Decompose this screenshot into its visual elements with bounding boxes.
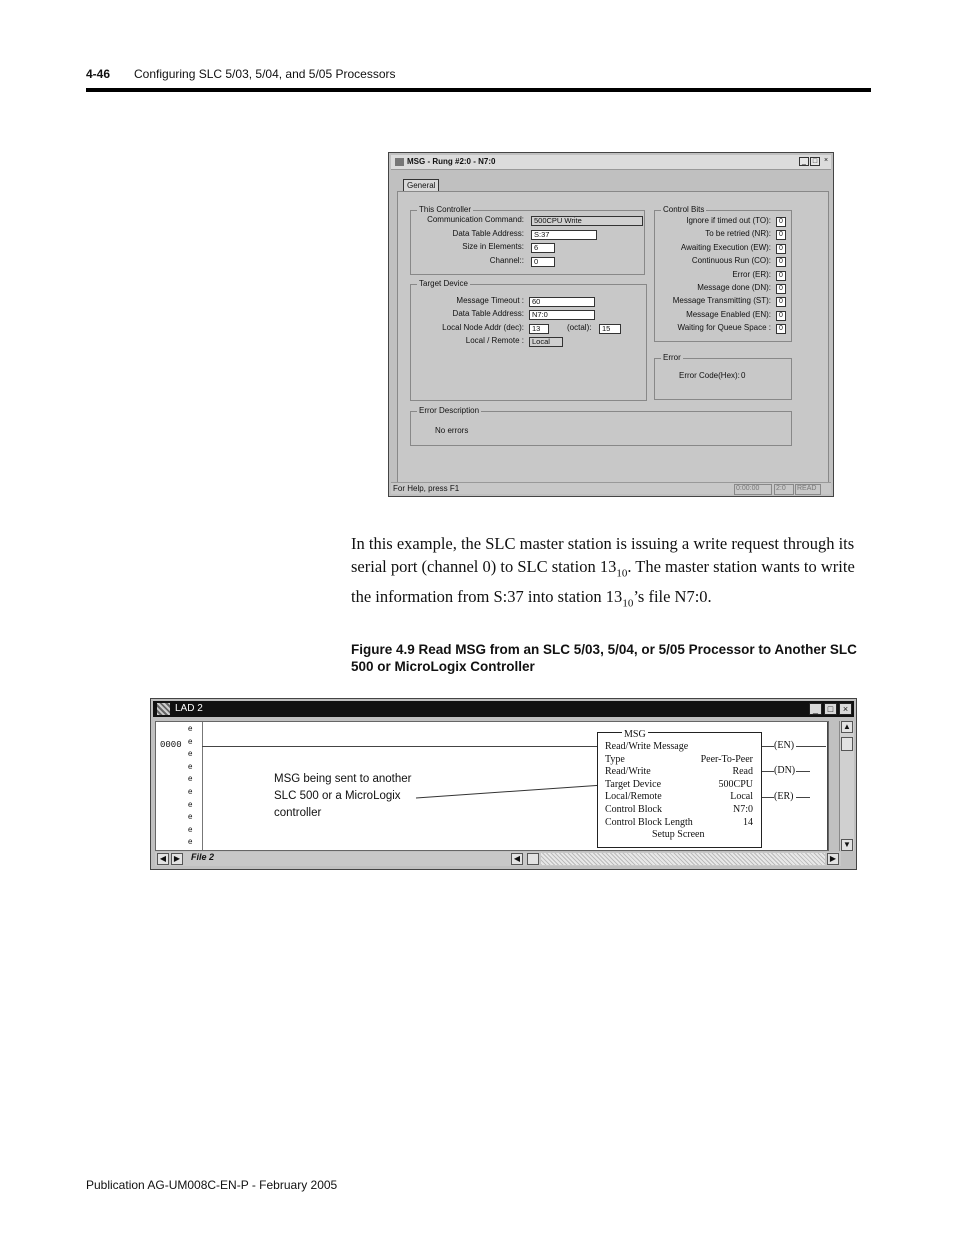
- field-label: Message Timeout :: [456, 296, 524, 305]
- subscript-1: 10: [616, 567, 628, 580]
- row-marker: e: [188, 761, 193, 771]
- field-label: Channel::: [489, 256, 524, 265]
- body-text-2: . The master station wants to write the information from S:37 into station 13: [351, 557, 855, 607]
- row-marker: e: [188, 824, 193, 834]
- row-marker: e: [188, 749, 193, 759]
- group-label: Error Description: [419, 406, 480, 415]
- control-bit-label: Awaiting Execution (EW):: [680, 242, 771, 252]
- minimize-icon[interactable]: _: [799, 157, 809, 166]
- callout-text: MSG being sent to another SLC 500 or a MicroLogix controller: [274, 773, 412, 819]
- body-text-3: ’s file N7:0.: [633, 587, 712, 607]
- scroll-up-icon[interactable]: ▲: [841, 721, 853, 733]
- control-bit-label: Ignore if timed out (TO):: [686, 216, 771, 225]
- field-label: (octal):: [567, 323, 592, 332]
- er-coil: (ER): [774, 791, 794, 802]
- field-label: Local Node Addr (dec):: [442, 323, 524, 332]
- communication-command-field[interactable]: 500CPU Write: [531, 216, 643, 226]
- error-description-text: No errors: [435, 426, 469, 435]
- dn-coil: (DN): [774, 765, 796, 776]
- channel-field[interactable]: 0: [531, 257, 555, 267]
- maximize-icon[interactable]: □: [810, 157, 820, 166]
- msg-row-label: Local/Remote: [605, 791, 662, 803]
- control-bit-label: Message done (DN):: [697, 283, 771, 292]
- msg-row-value: 14: [743, 816, 753, 828]
- msg-row-label: Type: [605, 753, 625, 765]
- row-marker: e: [188, 799, 193, 809]
- control-bit-value[interactable]: 0: [776, 284, 786, 294]
- tab-left-icon[interactable]: ◀: [157, 853, 169, 865]
- ladder-title: LAD 2: [175, 703, 203, 714]
- body-paragraph: [351, 532, 871, 616]
- local-remote-field[interactable]: Local: [529, 337, 563, 347]
- scroll-down-icon[interactable]: ▼: [841, 839, 853, 851]
- size-field[interactable]: 6: [531, 243, 555, 253]
- row-marker: e: [188, 774, 193, 784]
- control-bit-label: Error (ER):: [732, 269, 771, 279]
- control-bit-label: Waiting for Queue Space :: [677, 323, 771, 333]
- field-label: Communication Command:: [427, 215, 524, 224]
- message-timeout-field[interactable]: 60: [529, 297, 595, 307]
- error-description-group: [410, 406, 792, 446]
- control-bit-value[interactable]: 0: [776, 311, 786, 321]
- msg-row-label: Control Block: [605, 804, 662, 815]
- row-marker: e: [188, 787, 193, 796]
- ladder-window: [150, 698, 857, 870]
- msg-row-value: N7:0: [733, 804, 753, 815]
- control-bit-value[interactable]: 0: [776, 271, 786, 281]
- msg-row-value: 500CPU: [718, 778, 753, 790]
- group-label: Error: [663, 353, 681, 362]
- scroll-right-icon[interactable]: ▶: [827, 853, 839, 865]
- msg-row-value: Peer-To-Peer: [700, 753, 753, 765]
- app-icon: [395, 158, 404, 166]
- control-bit-label: To be retried (NR):: [705, 229, 771, 239]
- setup-screen-link[interactable]: Setup Screen: [652, 829, 705, 840]
- control-bit-value[interactable]: 0: [776, 257, 786, 267]
- ladder-icon: [157, 703, 170, 715]
- local-node-field[interactable]: 13: [529, 324, 549, 334]
- msg-row-label: Read/Write Message: [605, 741, 689, 752]
- control-bit-value[interactable]: 0: [776, 297, 786, 307]
- status-position: 2:0: [774, 484, 794, 495]
- group-label: Control Bits: [663, 205, 705, 214]
- subscript-2: 10: [622, 597, 634, 610]
- scroll-left-icon[interactable]: ◀: [511, 853, 523, 865]
- control-bit-label: Message Transmitting (ST):: [672, 296, 771, 306]
- status-mode: READ: [795, 484, 821, 495]
- field-label: Size in Elements:: [462, 242, 524, 251]
- control-bit-label: Continuous Run (CO):: [691, 256, 771, 266]
- en-coil: (EN): [774, 740, 795, 751]
- page-number: 4-46: [86, 67, 111, 81]
- msg-row-value: Read: [732, 766, 753, 778]
- msg-row-label: Control Block Length: [605, 816, 693, 828]
- scroll-thumb[interactable]: [841, 737, 853, 751]
- control-bits-group: [654, 205, 792, 342]
- general-panel: [397, 191, 829, 483]
- status-bar: [391, 482, 831, 494]
- minimize-icon[interactable]: _: [809, 703, 822, 715]
- target-device-group: [410, 279, 647, 401]
- target-data-table-address-field[interactable]: N7:0: [529, 310, 595, 320]
- this-controller-group: [410, 205, 645, 275]
- msg-dialog-window: [388, 152, 834, 497]
- row-marker: e: [188, 724, 193, 733]
- tab-general[interactable]: General: [403, 179, 439, 192]
- control-bit-label: Message Enabled (EN):: [686, 309, 771, 319]
- horizontal-bar: [155, 852, 841, 866]
- msg-instruction-block[interactable]: [597, 729, 762, 848]
- hscroll-track[interactable]: [541, 853, 825, 865]
- msg-row-label: Target Device: [605, 778, 662, 790]
- row-marker: e: [188, 837, 193, 847]
- close-icon[interactable]: ×: [839, 703, 852, 715]
- ladder-canvas[interactable]: [155, 721, 829, 851]
- group-label: This Controller: [419, 205, 472, 214]
- maximize-icon[interactable]: □: [824, 703, 837, 715]
- msg-dialog-title: MSG - Rung #2:0 - N7:0: [407, 157, 496, 166]
- control-bit-value[interactable]: 0: [776, 324, 786, 334]
- figure-caption: Figure 4.9 Read MSG from an SLC 5/03, 5/04, or 5/05 Processor to Another SLC 500 or MicroLogix Controller: [351, 642, 857, 674]
- control-bit-value[interactable]: 0: [776, 244, 786, 254]
- msg-block-header: MSG: [624, 729, 646, 740]
- error-group: [654, 353, 792, 400]
- msg-row-value: Local: [730, 791, 753, 803]
- octal-field[interactable]: 15: [599, 324, 621, 334]
- row-marker: e: [188, 812, 193, 822]
- body-text-1: In this example, the SLC master station is issuing a write request through its serial port (channel 0) to SLC station 13: [351, 534, 855, 576]
- close-icon[interactable]: ×: [823, 157, 829, 164]
- data-table-address-field[interactable]: S:37: [531, 230, 597, 240]
- chapter-title: Configuring SLC 5/03, 5/04, and 5/05 Processors: [134, 67, 396, 81]
- status-time: 0:00:00: [734, 484, 772, 495]
- rung-number: 0000: [160, 740, 182, 750]
- tab-file-2[interactable]: File 2: [191, 852, 215, 862]
- group-label: Target Device: [419, 279, 468, 288]
- control-bit-value[interactable]: 0: [776, 217, 786, 227]
- ladder-titlebar: [153, 701, 854, 717]
- msg-dialog-titlebar: [391, 155, 831, 170]
- field-label: Local / Remote :: [465, 336, 524, 345]
- control-bit-value[interactable]: 0: [776, 230, 786, 240]
- vertical-scrollbar[interactable]: [839, 721, 854, 851]
- header-rule: [86, 88, 871, 92]
- publication-footer: Publication AG-UM008C-EN-P - February 2005: [86, 1178, 338, 1192]
- status-help: For Help, press F1: [393, 484, 460, 493]
- error-code-label: Error Code(Hex):: [679, 371, 740, 380]
- error-code-value: 0: [741, 371, 746, 380]
- row-marker: e: [188, 736, 193, 746]
- field-label: Data Table Address:: [452, 309, 524, 318]
- tab-right-icon[interactable]: ▶: [171, 853, 183, 865]
- hscroll-thumb[interactable]: [527, 853, 539, 865]
- field-label: Data Table Address:: [452, 229, 524, 238]
- msg-row-label: Read/Write: [605, 766, 651, 778]
